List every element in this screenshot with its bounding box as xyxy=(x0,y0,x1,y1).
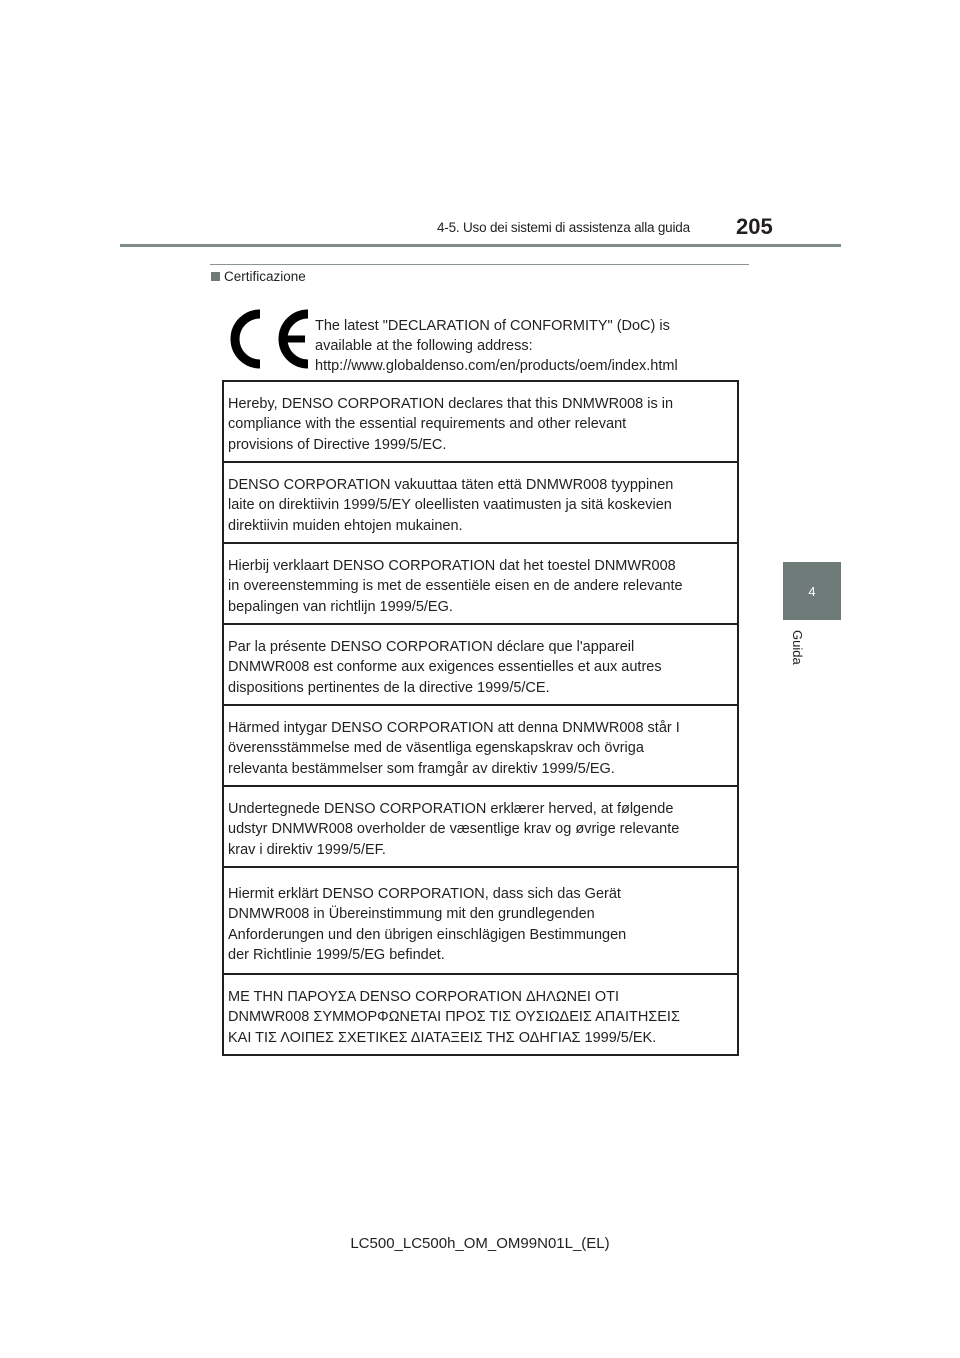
doc-notice xyxy=(315,316,735,376)
page-number: 205 xyxy=(736,214,773,239)
text-line: Härmed intygar DENSO CORPORATION att denna DNMWR008 står I xyxy=(228,720,680,736)
doc-notice-line: available at the following address: xyxy=(315,338,533,354)
declaration-sv xyxy=(224,706,737,787)
chapter-number: 4 xyxy=(808,583,816,599)
text-line: laite on direktiivin 1999/5/EY oleellisten vaatimusten ja sitä koskevien xyxy=(228,497,672,514)
doc-notice-url: http://www.globaldenso.com/en/products/oem/index.html xyxy=(315,358,678,374)
text-line: Par la présente DENSO CORPORATION déclare que l'appareil xyxy=(228,639,635,655)
text-line: Hierbij verklaart DENSO CORPORATION dat het toestel DNMWR008 xyxy=(228,558,676,574)
section-rule xyxy=(210,264,749,265)
section-heading xyxy=(211,269,306,284)
text-line: Hiermit erklärt DENSO CORPORATION, dass sich das Gerät xyxy=(228,886,621,902)
ce-mark-icon xyxy=(226,308,310,375)
declaration-fr xyxy=(224,625,737,706)
declaration-da xyxy=(224,787,737,868)
text-line: Anforderungen und den übrigen einschlägigen Bestimmungen xyxy=(228,926,627,943)
section-heading-text: Certificazione xyxy=(224,269,306,284)
text-line: DENSO CORPORATION vakuuttaa täten että DNMWR008 tyyppinen xyxy=(228,477,674,493)
text-line: relevanta bestämmelser som framgår av direktiv 1999/5/EG. xyxy=(228,760,615,777)
text-line: provisions of Directive 1999/5/EC. xyxy=(228,436,447,453)
text-line: bepalingen van richtlijn 1999/5/EG. xyxy=(228,598,453,615)
text-line: dispositions pertinentes de la directive 1999/5/CE. xyxy=(228,679,550,696)
declaration-en xyxy=(224,382,737,463)
running-header-section: 4-5. Uso dei sistemi di assistenza alla guida xyxy=(437,220,690,235)
declaration-de xyxy=(224,868,737,975)
text-line: direktiivin muiden ehtojen mukainen. xyxy=(228,517,463,534)
square-bullet-icon xyxy=(211,272,220,281)
text-line: krav i direktiv 1999/5/EF. xyxy=(228,841,386,858)
text-line: överensstämmelse med de väsentliga egenskapskrav och övriga xyxy=(228,740,644,757)
text-line: DNMWR008 ΣΥΜΜΟΡΦΩΝΕΤΑΙ ΠΡΟΣ ΤΙΣ ΟΥΣΙΩΔΕΙΣ ΑΠΑΙΤΗΣΕΙΣ xyxy=(228,1009,680,1026)
text-line: der Richtlinie 1999/5/EG befindet. xyxy=(228,946,445,963)
declarations-table xyxy=(222,380,739,1056)
text-line: compliance with the essential requirements and other relevant xyxy=(228,416,627,433)
declaration-fi xyxy=(224,463,737,544)
text-line: Undertegnede DENSO CORPORATION erklærer herved, at følgende xyxy=(228,801,674,817)
text-line: DNMWR008 est conforme aux exigences essentielles et aux autres xyxy=(228,659,662,676)
text-line: ΚΑΙ ΤΙΣ ΛΟΙΠΕΣ ΣΧΕΤΙΚΕΣ ΔΙΑΤΑΞΕΙΣ ΤΗΣ ΟΔΗΓΙΑΣ 1999/5/ΕΚ. xyxy=(228,1029,657,1046)
declaration-el xyxy=(224,975,737,1056)
chapter-tab xyxy=(783,562,841,620)
text-line: DNMWR008 in Übereinstimmung mit den grundlegenden xyxy=(228,906,595,923)
text-line: Hereby, DENSO CORPORATION declares that this DNMWR008 is in xyxy=(228,396,674,412)
doc-notice-line: The latest "DECLARATION of CONFORMITY" (DoC) is xyxy=(315,318,670,334)
footer-document-code: LC500_LC500h_OM_OM99N01L_(EL) xyxy=(350,1235,610,1252)
header-rule xyxy=(120,244,841,247)
text-line: ΜΕ ΤΗΝ ΠΑΡΟΥΣΑ DENSO CORPORATION ΔΗΛΩΝΕΙ ΟΤΙ xyxy=(228,989,620,1005)
declaration-nl xyxy=(224,544,737,625)
chapter-title: Guida xyxy=(790,630,805,665)
text-line: in overeenstemming is met de essentiële eisen en de andere relevante xyxy=(228,578,683,595)
text-line: udstyr DNMWR008 overholder de væsentlige krav og øvrige relevante xyxy=(228,821,680,838)
